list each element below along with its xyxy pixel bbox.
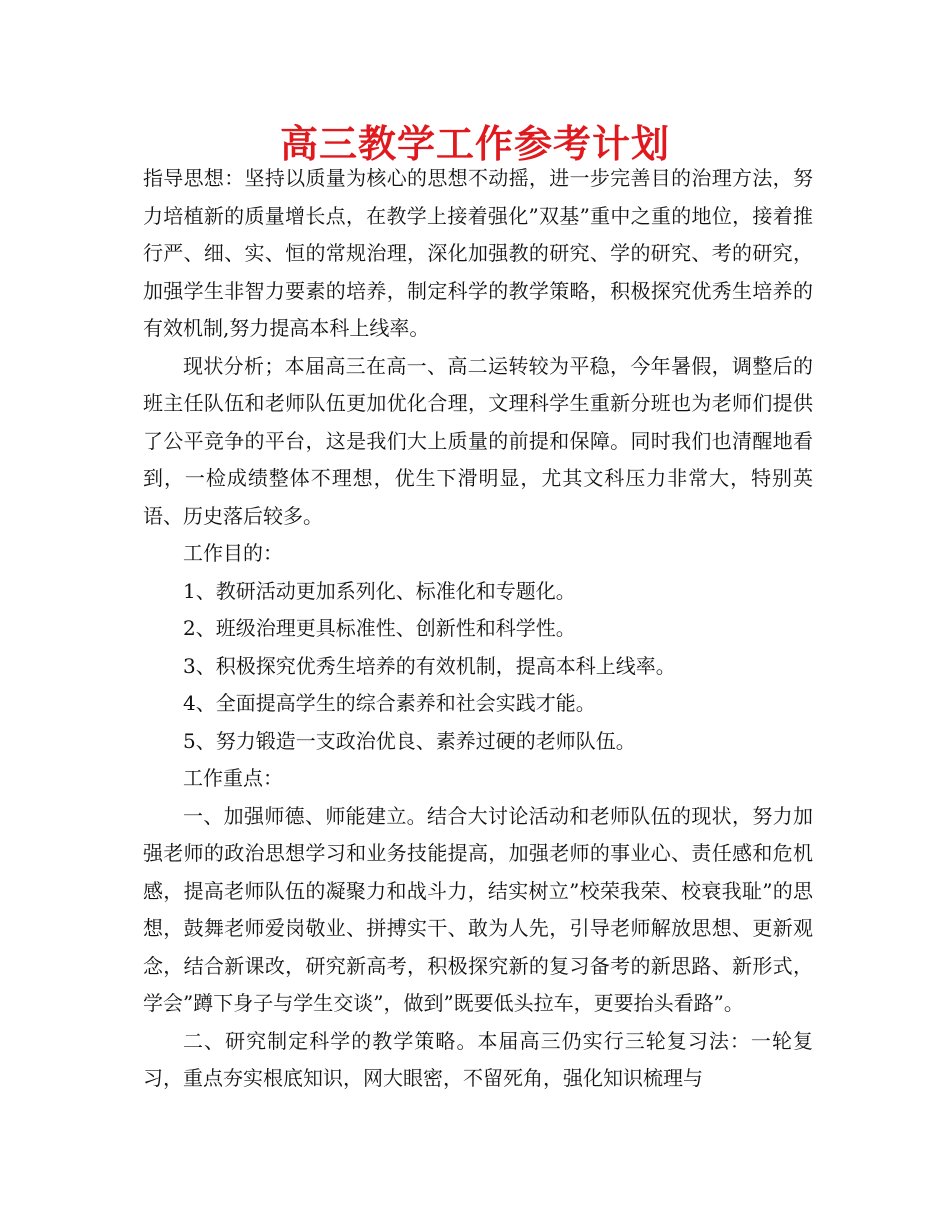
document-title: 高三教学工作参考计划 [279, 122, 670, 166]
list-item: 3、积极探究优秀生培养的有效机制，提高本科上线率。 [183, 653, 676, 678]
list-item: 1、教研活动更加系列化、标准化和专题化。 [183, 578, 576, 603]
paragraph-status-analysis: 现状分析；本届高三在高一、高二运转较为平稳，今年暑假，调整后的班主任队伍和老师队伍更加优化合理，文理科学生重新分班也为老师们提供了公平竞争的平台，这是我们大上质量的前提和保障。同时我们也清醒地看到，一检成绩整体不理想，优生下滑明显，尤其文科压力非常大，特别英语、历史落后较多。 [143, 353, 813, 528]
paragraph-focus-two: 二、研究制定科学的教学策略。本届高三仍实行三轮复习法：一轮复习，重点夯实根底知识，网大眼密，不留死角，强化知识梳理与 [143, 1028, 813, 1090]
list-item: 2、班级治理更具标准性、创新性和科学性。 [183, 616, 576, 640]
paragraph-guiding-thought: 指导思想：坚持以质量为核心的思想不动摇，进一步完善目的治理方法，努力培植新的质量增长点，在教学上接着强化”双基”重中之重的地位，接着推行严、细、实、恒的常规治理，深化加强教的研究、学的研究、考的研究，加强学生非智力要素的培养，制定科学的教学策略，积极探究优秀生培养的有效机制,努力提高本科上线率。 [143, 166, 813, 340]
document-body [143, 160, 813, 1098]
paragraph-focus-heading: 工作重点： [183, 766, 283, 790]
list-item: 4、全面提高学生的综合素养和社会实践才能。 [183, 691, 596, 715]
paragraph-focus-one: 一、加强师德、师能建立。结合大讨论活动和老师队伍的现状，努力加强老师的政治思想学习和业务技能提高，加强老师的事业心、责任感和危机感，提高老师队伍的凝聚力和战斗力，结实树立”校荣我荣、校衰我耻”的思想，鼓舞老师爱岗敬业、拼搏实干、敢为人先，引导老师解放思想、更新观念，结合新课改，研究新高考，积极探究新的复习备考的新思路、新形式，学会”蹲下身子与学生交谈”，做到”既要低头拉车，更要抬头看路”。 [143, 803, 813, 1015]
paragraph-goals-heading: 工作目的： [183, 541, 283, 565]
list-item: 5、努力锻造一支政治优良、素养过硬的老师队伍。 [183, 728, 636, 753]
